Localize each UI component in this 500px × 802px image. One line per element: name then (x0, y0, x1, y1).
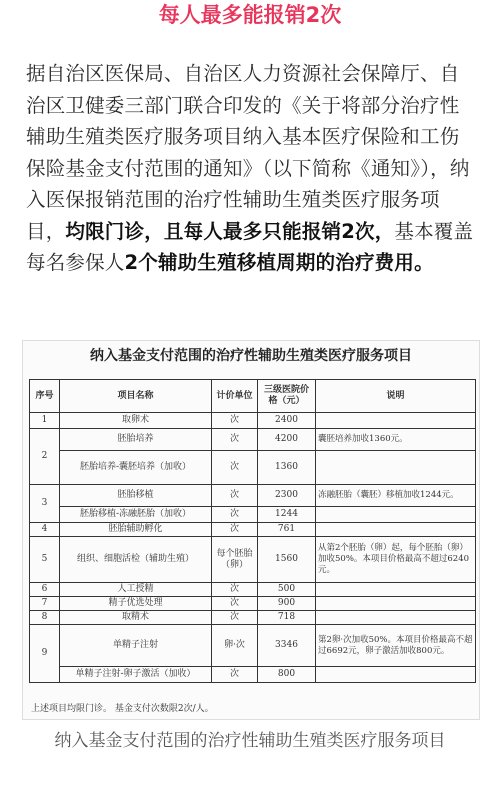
cell-unit: 次 (212, 667, 258, 683)
table-row (30, 523, 476, 537)
cell-name: 人工授精 (60, 583, 212, 597)
cell-name: 胚胎移植-冻融胚胎（加收） (60, 507, 212, 523)
cell-note (316, 507, 476, 523)
cell-name: 组织、细胞活检（辅助生殖） (60, 537, 212, 583)
table-row (30, 507, 476, 523)
cell-no: 7 (30, 597, 60, 611)
section-heading: 每人最多能报销2次 (158, 3, 342, 27)
cell-name: 胚胎培养-囊胚培养（加收） (60, 451, 212, 485)
cell-name: 胚胎移植 (60, 485, 212, 507)
cell-note (316, 667, 476, 683)
cell-unit: 次 (212, 611, 258, 625)
table-row (30, 485, 476, 507)
header-note: 说明 (316, 380, 476, 413)
table-row (30, 611, 476, 625)
services-table (29, 379, 476, 683)
cell-no: 8 (30, 611, 60, 625)
table-body (30, 413, 476, 683)
cell-note (316, 413, 476, 429)
cell-unit: 次 (212, 485, 258, 507)
cell-note (316, 583, 476, 597)
cell-price: 3346 (258, 625, 316, 667)
cell-unit: 次 (212, 597, 258, 611)
cell-name: 单精子注射-卵子激活（加收） (60, 667, 212, 683)
cell-note (316, 597, 476, 611)
cell-note: 囊胚培养加收1360元。 (316, 429, 476, 451)
table-row (30, 451, 476, 485)
table-row (30, 429, 476, 451)
cell-no: 5 (30, 537, 60, 583)
cell-unit: 卵·次 (212, 625, 258, 667)
article-paragraph (26, 58, 478, 279)
table-row (30, 413, 476, 429)
cell-unit: 每个胚胎（卵） (212, 537, 258, 583)
paragraph-bold-1: 均限门诊， (65, 219, 164, 243)
cell-unit: 次 (212, 429, 258, 451)
table-footnote: 上述项目均限门诊。 基金支付次数限2次/人。 (31, 704, 214, 714)
cell-name: 取精术 (60, 611, 212, 625)
cell-no: 1 (30, 413, 60, 429)
paragraph-bold-3: 2个辅助生殖移植周期的治疗费用。 (124, 251, 434, 274)
cell-note (316, 611, 476, 625)
image-caption: 纳入基金支付范围的治疗性辅助生殖类医疗服务项目 (54, 731, 446, 751)
table-row (30, 597, 476, 611)
header-name: 项目名称 (60, 380, 212, 413)
cell-price: 1244 (258, 507, 316, 523)
table-row (30, 583, 476, 597)
cell-unit: 次 (212, 507, 258, 523)
cell-price: 718 (258, 611, 316, 625)
cell-price: 761 (258, 523, 316, 537)
header-no: 序号 (30, 380, 60, 413)
cell-no: 9 (30, 625, 60, 683)
table-title: 纳入基金支付范围的治疗性辅助生殖类医疗服务项目 (90, 348, 412, 364)
cell-note (316, 451, 476, 485)
cell-name: 取卵术 (60, 413, 212, 429)
paragraph-text-1: 据自治区医保局、自治区人力资源社会保障厅、自治区卫健委三部门联合印发的《关于将部分治疗性辅助生殖类医疗服务项目纳入基本医疗保险和工伤保险基金支付范围的通知》（以下简称《通知》），纳入医保报销范围的治疗性辅助生殖类医疗服务项目， (26, 62, 470, 243)
cell-price: 900 (258, 597, 316, 611)
cell-note: 冻融胚胎（囊胚）移植加收1244元。 (316, 485, 476, 507)
table-row (30, 537, 476, 583)
cell-name: 精子优选处理 (60, 597, 212, 611)
cell-price: 4200 (258, 429, 316, 451)
table-row (30, 667, 476, 683)
cell-price: 1360 (258, 451, 316, 485)
cell-no: 3 (30, 485, 60, 523)
cell-unit: 次 (212, 451, 258, 485)
cell-note: 第2卵·次加收50%。本项目价格最高不超过6692元，卵子激活加收800元。 (316, 625, 476, 667)
header-price: 三级医院价格（元） (258, 380, 316, 413)
header-unit: 计价单位 (212, 380, 258, 413)
cell-price: 2400 (258, 413, 316, 429)
cell-price: 2300 (258, 485, 316, 507)
cell-name: 胚胎培养 (60, 429, 212, 451)
cell-unit: 次 (212, 523, 258, 537)
cell-no: 4 (30, 523, 60, 537)
table-header-row (30, 380, 476, 413)
paragraph-text-2: 基本覆盖每名参保人 (26, 219, 474, 274)
cell-note: 从第2个胚胎（卵）起，每个胚胎（卵）加收50%。本项目价格最高不超过6240元。 (316, 537, 476, 583)
cell-note (316, 523, 476, 537)
cell-no: 6 (30, 583, 60, 597)
cell-name: 胚胎辅助孵化 (60, 523, 212, 537)
cell-no: 2 (30, 429, 60, 485)
cell-unit: 次 (212, 583, 258, 597)
paragraph-bold-2: 且每人最多只能报销2次， (163, 219, 395, 243)
cell-price: 1560 (258, 537, 316, 583)
table-row (30, 625, 476, 667)
cell-price: 500 (258, 583, 316, 597)
cell-unit: 次 (212, 413, 258, 429)
cell-price: 800 (258, 667, 316, 683)
table-image (22, 340, 480, 720)
cell-name: 单精子注射 (60, 625, 212, 667)
